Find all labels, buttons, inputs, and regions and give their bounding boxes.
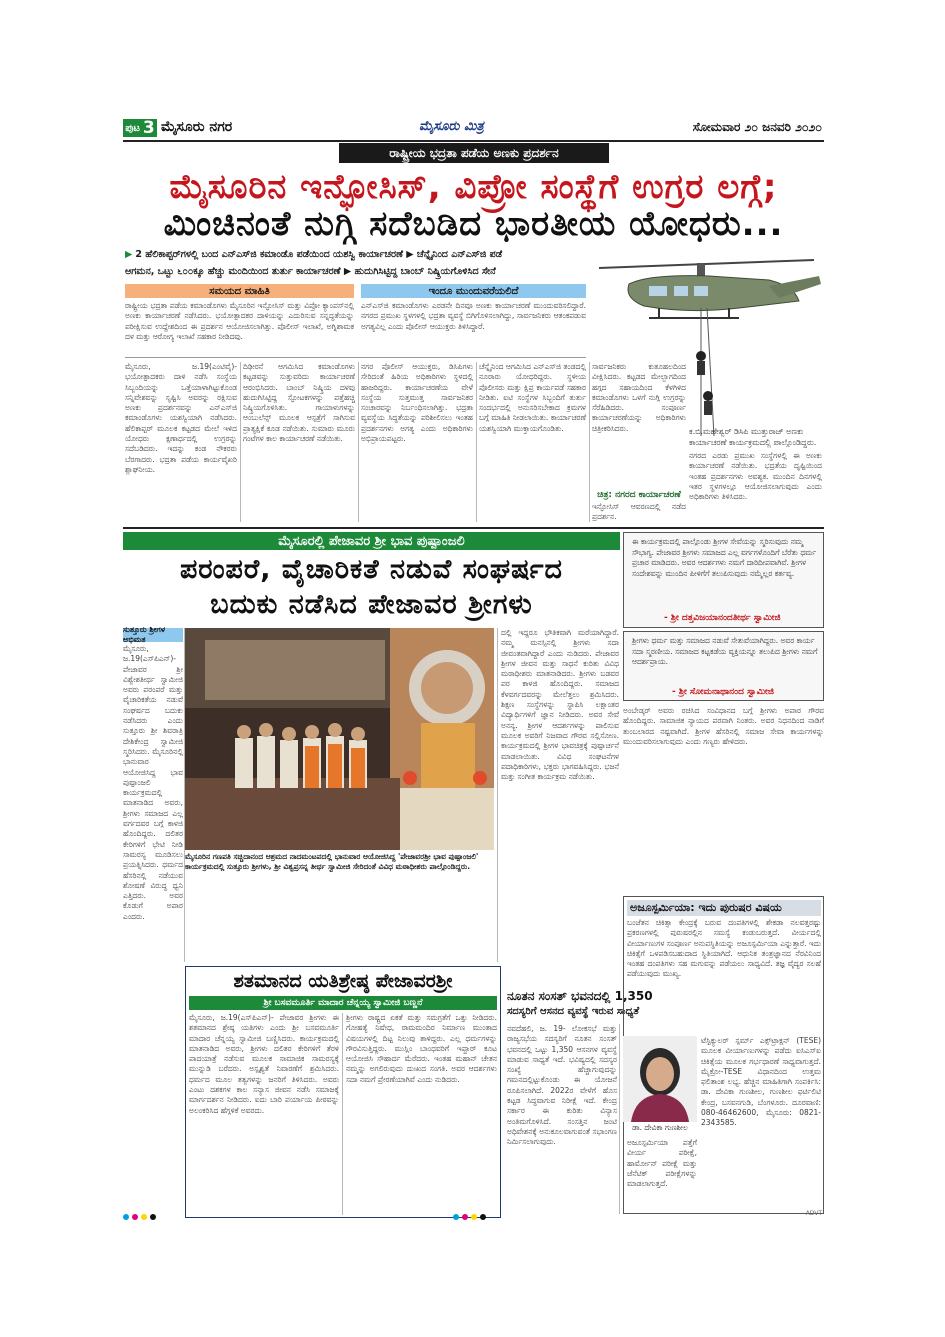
- lead-divider: [125, 357, 586, 358]
- bullet-arrow-icon: ▶: [125, 249, 133, 260]
- column-divider: [589, 362, 590, 522]
- registration-dot: [141, 1214, 147, 1220]
- parliament-column-1: ನವದೆಹಲಿ, ಜ. 19- ಲೋಕಸಭೆ ಮತ್ತು ರಾಜ್ಯಸಭೆಯ ಸದಸ್ಯರಿಗೆ ನೂತನ ಸಂಸತ್ ಭವನದಲ್ಲಿ ಒಟ್ಟು 1,350 ಆಸನಗಳ ವ್ಯವಸ್ಥೆ ಮಾಡುವ ಸಾಧ್ಯತೆ ಇದೆ. ಭವಿಷ್ಯದಲ್ಲಿ ಸದಸ್ಯರ ಸಂಖ್ಯೆ ಹೆಚ್ಚಾಗುವುದನ್ನು ಗಮನದಲ್ಲಿಟ್ಟುಕೊಂಡು ಈ ಯೋಜನೆ ರೂಪಿಸಲಾಗಿದೆ. 2022ರ ವೇಳೆಗೆ ಹೊಸ ಕಟ್ಟಡ ಸಿದ್ಧವಾಗುವ ನಿರೀಕ್ಷೆ ಇದೆ. ಕೇಂದ್ರ ಸರ್ಕಾರ ಈ ಕುರಿತು ವಿನ್ಯಾಸ ಅಂತಿಮಗೊಳಿಸಿದೆ. ಸಂಸತ್ತಿನ ಜಂಟಿ ಅಧಿವೇಶನಕ್ಕೆ ಅನುಕೂಲವಾಗುವಂತೆ ಸಭಾಂಗಣ ನಿರ್ಮಿಸಲಾಗುವುದು.: [507, 1024, 617, 1147]
- section-rule: [123, 527, 824, 529]
- column-divider: [240, 362, 241, 522]
- advertisement-mark: ADVT: [805, 1210, 822, 1217]
- lead-column-1: ಮೈಸೂರು, ಜ.19(ಎಂಟಿವೈ)- ಭಯೋತ್ಪಾದಕರು ದಾಳಿ ನಡೆಸಿ ಸಂಸ್ಥೆಯ ಸಿಬ್ಬಂದಿಯನ್ನು ಒತ್ತೆಯಾಳಾಗಿಟ್ಟುಕೊಂಡ ಸನ್ನಿವೇಶವನ್ನು ಸೃಷ್ಟಿಸಿ ಅವರನ್ನು ರಕ್ಷಿಸುವ ಅಣಕು ಪ್ರದರ್ಶನವನ್ನು ಎನ್‌ಎಸ್‌ಜಿ ಕಮಾಂಡೊಗಳು ಯಶಸ್ವಿಯಾಗಿ ನಡೆಸಿದರು. ಹೆಲಿಕಾಪ್ಟರ್ ಮೂಲಕ ಕಟ್ಟಡದ ಮೇಲೆ ಇಳಿದ ಯೋಧರು ಕ್ಷಣಾರ್ಧದಲ್ಲಿ ಉಗ್ರರನ್ನು ಸದೆಬಡಿದರು. ಇದನ್ನು ಕಂಡ ನೌಕರರು ಬೆರಗಾದರು. ಭದ್ರತಾ ಪಡೆಯ ಕಾರ್ಯವೈಖರಿ ಶ್ಲಾಘನೀಯ.: [125, 362, 237, 474]
- lead-headline-line-1: ಮೈಸೂರಿನ ಇನ್ಫೋಸಿಸ್, ವಿಪ್ರೋ ಸಂಸ್ಥೆಗೆ ಉಗ್ರರ ಲಗ್ಗೆ;: [169, 167, 778, 207]
- page-number: 3: [142, 118, 155, 138]
- suttur-band: ಸುತ್ತೂರು ಶ್ರೀಗಳ ಅಭಿಮತ: [123, 628, 183, 642]
- lead-column-2: ದಿಢೀರನೆ ಆಗಮಿಸಿದ ಕಮಾಂಡೊಗಳು ಕಟ್ಟಡವನ್ನು ಸುತ್ತುವರಿದು ಕಾರ್ಯಾಚರಣೆ ಆರಂಭಿಸಿದರು. ಬಾಂಬ್ ನಿಷ್ಕ್ರಿಯ ದಳವು ಹುದುಗಿಸಿಟ್ಟಿದ್ದ ಸ್ಫೋಟಕಗಳನ್ನು ಪತ್ತೆಹಚ್ಚಿ ನಿಷ್ಕ್ರಿಯಗೊಳಿಸಿತು. ಗಾಯಾಳುಗಳನ್ನು ಆಂಬುಲೆನ್ಸ್ ಮೂಲಕ ಆಸ್ಪತ್ರೆಗೆ ಸಾಗಿಸುವ ಪ್ರಾತ್ಯಕ್ಷಿಕೆ ಕೂಡ ನಡೆಯಿತು. ಸುಮಾರು ಮೂರು ಗಂಟೆಗಳ ಕಾಲ ಕಾರ್ಯಾಚರಣೆ ನಡೆಯಿತು.: [243, 362, 355, 444]
- timing-text: ರಾಷ್ಟ್ರೀಯ ಭದ್ರತಾ ಪಡೆಯ ಕಮಾಂಡೊಗಳು ಮೈಸೂರಿನ ಇನ್ಫೋಸಿಸ್ ಮತ್ತು ವಿಪ್ರೋ ಕ್ಯಾಂಪಸ್‌ನಲ್ಲಿ ಅಣಕು ಕಾರ್ಯಾಚರಣೆ ನಡೆಸಿದರು. ಭಯೋತ್ಪಾದಕರ ದಾಳಿಯನ್ನು ಎದುರಿಸುವ ಸನ್ನದ್ಧತೆಯನ್ನು ಪರೀಕ್ಷಿಸುವ ಉದ್ದೇಶದಿಂದ ಈ ಪ್ರದರ್ಶನ ಆಯೋಜಿಸಲಾಗಿತ್ತು. ಪೊಲೀಸ್ ಇಲಾಖೆ, ಅಗ್ನಿಶಾಮಕ ದಳ ಮತ್ತು ಆರೋಗ್ಯ ಇಲಾಖೆ ಸಹಕಾರ ನೀಡಿದವು.: [125, 301, 354, 341]
- parliament-headline-line-2: ಸದಸ್ಯರಿಗೆ ಆಸನದ ವ್ಯವಸ್ಥೆ ಇರುವ ಸಾಧ್ಯತೆ: [507, 1006, 640, 1017]
- page-label: ಪುಟ: [125, 122, 140, 134]
- print-registration-dots-left: [123, 1214, 156, 1220]
- tribute-photo: [185, 628, 494, 850]
- quote-1-source: - ಶ್ರೀ ದತ್ತವಿಜಯಾನಂದತೀರ್ಥ ಸ್ವಾಮೀಜಿ: [664, 613, 781, 623]
- registration-dot: [123, 1214, 129, 1220]
- newspaper-name: ಮೈಸೂರು ಮಿತ್ರ: [419, 119, 484, 134]
- lead-bullet: ಆಗಮನ, ಒಟ್ಟು ೬೦೦ಕ್ಕೂ ಹೆಚ್ಚು ಮಂದಿಯಿಂದ ತುರ್ತು ಕಾರ್ಯಾಚರಣೆ ▶ ಹುದುಗಿಸಿಟ್ಟಿದ್ದ ಬಾಂಬ್ ನಿಷ್ಕ್ರಿಯಗೊಳಿಸಿದ ಸೇನೆ: [125, 266, 496, 277]
- lead-column-4: ಚೆನ್ನೈನಿಂದ ಆಗಮಿಸಿದ ಎನ್‌ಎಸ್‌ಜಿ ತಂಡದಲ್ಲಿ ನೂರಾರು ಯೋಧರಿದ್ದರು. ಸ್ಥಳೀಯ ಪೊಲೀಸರು ಮತ್ತು ಕ್ಷಿಪ್ರ ಕಾರ್ಯಪಡೆ ಸಹಕಾರ ನೀಡಿತು. ಐಟಿ ಸಂಸ್ಥೆಗಳ ಸಿಬ್ಬಂದಿಗೆ ತುರ್ತು ಸಂದರ್ಭದಲ್ಲಿ ಅನುಸರಿಸಬೇಕಾದ ಕ್ರಮಗಳ ಬಗ್ಗೆ ಮಾಹಿತಿ ನೀಡಲಾಯಿತು. ಕಾರ್ಯಾಚರಣೆ ಯಶಸ್ವಿಯಾಗಿ ಮುಕ್ತಾಯಗೊಂಡಿತು.: [479, 362, 586, 433]
- tribute-banner: ಮೈಸೂರಲ್ಲಿ ಪೇಜಾವರ ಶ್ರೀ ಭಾವ ಪುಷ್ಪಾಂಜಲಿ: [123, 532, 620, 550]
- registration-dot: [462, 1214, 468, 1220]
- tribute-headline-line-1: ಪರಂಪರೆ, ವೈಚಾರಿಕತೆ ನಡುವೆ ಸಂಘರ್ಷದ: [180, 554, 563, 585]
- column-divider: [619, 1024, 620, 1214]
- registration-dot: [150, 1214, 156, 1220]
- yati-title: ಶತಮಾನದ ಯತಿಶ್ರೇಷ್ಠ ಪೇಜಾವರಶ್ರೀ: [233, 970, 453, 992]
- registration-dot: [132, 1214, 138, 1220]
- lead-photo-caption: ಚಿತ್ರ: ನಗರದ ಕಾರ್ಯಾಚರಣೆ: [597, 490, 681, 500]
- publication-date: ಸೋಮವಾರ ೨೦ ಜನವರಿ ೨೦೨೦: [692, 120, 822, 134]
- yati-column-2: ಶ್ರೀಗಳು ರಾಷ್ಟ್ರದ ಏಕತೆ ಮತ್ತು ಸಮಗ್ರತೆಗೆ ಒತ್ತು ನೀಡಿದರು. ಗೋಹತ್ಯೆ ನಿಷೇಧ, ರಾಮಮಂದಿರ ನಿರ್ಮಾಣ ಮುಂತಾದ ವಿಷಯಗಳಲ್ಲಿ ದಿಟ್ಟ ನಿಲುವು ತಾಳಿದ್ದರು. ಎಲ್ಲ ಧರ್ಮಗಳನ್ನು ಗೌರವಿಸುತ್ತಿದ್ದರು. ಮುಸ್ಲಿಂ ಬಾಂಧವರಿಗೆ ಇಫ್ತಾರ್ ಕೂಟ ಆಯೋಜಿಸಿ ಸೌಹಾರ್ದ ಮೆರೆದರು. ಇಂತಹ ಮಹಾನ್ ಚೇತನ ನಮ್ಮನ್ನು ಅಗಲಿರುವುದು ದುಃಖದ ಸಂಗತಿ. ಅವರ ಆದರ್ಶಗಳು ಸದಾ ನಮಗೆ ಪ್ರೇರಣೆಯಾಗಿವೆ ಎಂದು ನುಡಿದರು.: [346, 1013, 497, 1084]
- registration-dot: [453, 1214, 459, 1220]
- doctor-portrait: [623, 1036, 697, 1122]
- lead-column-6: ನಗರದ ಎರಡು ಪ್ರಮುಖ ಸಂಸ್ಥೆಗಳಲ್ಲಿ ಈ ಅಣಕು ಕಾರ್ಯಾಚರಣೆ ನಡೆಯಿತು. ಭದ್ರತೆಯ ದೃಷ್ಟಿಯಿಂದ ಇಂತಹ ಪ್ರದರ್ಶನಗಳು ಅವಶ್ಯಕ. ಮುಂದಿನ ದಿನಗಳಲ್ಲಿ ಇತರ ಸ್ಥಳಗಳಲ್ಲೂ ಆಯೋಜಿಸಲಾಗುವುದು ಎಂದು ಅಧಿಕಾರಿಗಳು ತಿಳಿಸಿದರು.: [689, 451, 822, 502]
- doctor-caption: ಡಾ. ದೇವಿಕಾ ಗುಣಶೀಲ: [632, 1123, 688, 1132]
- lead-bullets: [125, 246, 585, 280]
- registration-dot: [480, 1214, 486, 1220]
- ivf-column-top: ಬಂಜೆತನ ಚಿಕಿತ್ಸಾ ಕೇಂದ್ರಕ್ಕೆ ಬರುವ ದಂಪತಿಗಳಲ್ಲಿ ಶೇಕಡಾ ನಲವತ್ತರಷ್ಟು ಪ್ರಕರಣಗಳಲ್ಲಿ ಪುರುಷರಲ್ಲಿನ ಸಮಸ್ಯೆ ಕಂಡುಬರುತ್ತದೆ. ವೀರ್ಯದಲ್ಲಿ ವೀರ್ಯಾಣುಗಳ ಸಂಪೂರ್ಣ ಅನುಪಸ್ಥಿತಿಯನ್ನು ಅಜೂಸ್ಪರ್ಮಿಯಾ ಎನ್ನುತ್ತಾರೆ. ಇದು ಚಿಕಿತ್ಸೆಗೆ ಒಳಪಡಿಸಬಹುದಾದ ಸ್ಥಿತಿಯಾಗಿದೆ. ಆಧುನಿಕ ತಂತ್ರಜ್ಞಾನದ ನೆರವಿನಿಂದ ಇಂತಹ ದಂಪತಿಗಳು ಸಹ ಮಗುವನ್ನು ಪಡೆಯಲು ಸಾಧ್ಯವಿದೆ. ತಜ್ಞ ವೈದ್ಯರ ಸಲಹೆ ಪಡೆಯುವುದು ಮುಖ್ಯ.: [627, 918, 821, 979]
- quote-box-1: [623, 532, 824, 628]
- tribute-photo-caption: ಮೈಸೂರಿನ ಗಣಪತಿ ಸಚ್ಚಿದಾನಂದ ಆಶ್ರಮದ ನಾದಮಂಟಪದಲ್ಲಿ ಭಾನುವಾರ ಆಯೋಜಿಸಿದ್ದ 'ಪೇಜಾವರಶ್ರೀ ಭಾವ ಪುಷ್ಪಾಂಜಲಿ' ಕಾರ್ಯಕ್ರಮದಲ್ಲಿ ಸುತ್ತೂರು ಶ್ರೀಗಳು, ಶ್ರೀ ವಿಶ್ವಪ್ರಸನ್ನ ತೀರ್ಥ ಸ್ವಾಮೀಜಿ ಸೇರಿದಂತೆ ವಿವಿಧ ಮಠಾಧೀಶರು ಪಾಲ್ಗೊಂಡಿದ್ದರು.: [185, 852, 479, 871]
- lead-headline-line-2: ಮಿಂಚಿನಂತೆ ನುಗ್ಗಿ ಸದೆಬಡಿದ ಭಾರತೀಯ ಯೋಧರು...: [163, 204, 784, 244]
- quote-2-text: ಶ್ರೀಗಳು ಧರ್ಮ ಮತ್ತು ಸಮಾಜದ ನಡುವೆ ಸೇತುವೆಯಾಗಿದ್ದರು. ಅವರ ಕಾರ್ಯ ಸದಾ ಸ್ಮರಣೀಯ. ಸಮಾಜದ ಕಟ್ಟಕಡೆಯ ವ್ಯಕ್ತಿಯನ್ನೂ ತಲುಪಿದ ಶ್ರೀಗಳು ನಮಗೆ ಆದರ್ಶಪ್ರಾಯ.: [632, 636, 818, 666]
- yati-column-1: ಮೈಸೂರು, ಜ.19(ಎಸ್‌ಪಿಎನ್)- ಪೇಜಾವರ ಶ್ರೀಗಳು ಈ ಶತಮಾನದ ಶ್ರೇಷ್ಠ ಯತಿಗಳು ಎಂದು ಶ್ರೀ ಬಸವಮೂರ್ತಿ ಮಾದಾರ ಚೆನ್ನಯ್ಯ ಸ್ವಾಮೀಜಿ ಬಣ್ಣಿಸಿದರು. ಕಾರ್ಯಕ್ರಮದಲ್ಲಿ ಮಾತನಾಡಿದ ಅವರು, ಶ್ರೀಗಳು ದಲಿತರ ಕೇರಿಗಳಿಗೆ ತೆರಳಿ ಪಾದಯಾತ್ರೆ ನಡೆಸುವ ಮೂಲಕ ಸಾಮಾಜಿಕ ಸಾಮರಸ್ಯಕ್ಕೆ ಮುನ್ನುಡಿ ಬರೆದರು. ಅಸ್ಪೃಶ್ಯತೆ ನಿವಾರಣೆಗೆ ಶ್ರಮಿಸಿದರು. ಧರ್ಮದ ಮೂಲ ತತ್ವಗಳನ್ನು ಜನರಿಗೆ ತಿಳಿಸಿದರು. ಅವರು ಎಂಟು ದಶಕಗಳ ಕಾಲ ಸನ್ಯಾಸ ಜೀವನ ನಡೆಸಿ ಸಮಾಜಕ್ಕೆ ಮಾರ್ಗದರ್ಶನ ನೀಡಿದರು. ಐದು ಬಾರಿ ಪರ್ಯಾಯ ಪೀಠವನ್ನು ಅಲಂಕರಿಸಿದ ಹೆಗ್ಗಳಿಕೆ ಅವರದು.: [189, 1013, 339, 1115]
- tribute-column-far-right: ಅಂಬೇಡ್ಕರ್ ಅವರು ರಚಿಸಿದ ಸಂವಿಧಾನದ ಬಗ್ಗೆ ಶ್ರೀಗಳು ಅಪಾರ ಗೌರವ ಹೊಂದಿದ್ದರು. ಸಾಮಾಜಿಕ ನ್ಯಾಯದ ಪರವಾಗಿ ನಿಂತರು. ಅವರ ನಿಧನದಿಂದ ನಾಡಿಗೆ ತುಂಬಲಾರದ ನಷ್ಟವಾಗಿದೆ. ಶ್ರೀಗಳ ಹೆಸರಿನಲ್ಲಿ ಸಮಾಜ ಸೇವಾ ಕಾರ್ಯಗಳನ್ನು ಮುಂದುವರಿಸಲಾಗುವುದು ಎಂದು ಗಣ್ಯರು ಹೇಳಿದರು.: [623, 706, 824, 746]
- masthead-rule: [123, 140, 824, 142]
- column-divider: [476, 362, 477, 522]
- band-timing: ಸಮಯದ ಮಾಹಿತಿ: [125, 284, 354, 298]
- newspaper-page: [123, 116, 824, 1221]
- parliament-headline-line-1: ನೂತನ ಸಂಸತ್ ಭವನದಲ್ಲಿ 1,350: [507, 989, 653, 1003]
- quote-box-2: [623, 631, 824, 701]
- page-number-badge: [123, 119, 157, 137]
- column-divider: [342, 1013, 343, 1215]
- ivf-column-bottom-left: ಅಜೂಸ್ಪರ್ಮಿಯಾ ಪತ್ತೆಗೆ ವೀರ್ಯ ಪರೀಕ್ಷೆ, ಹಾರ್ಮೋನ್ ಪರೀಕ್ಷೆ ಮತ್ತು ಜೆನೆಟಿಕ್ ಪರೀಕ್ಷೆಗಳನ್ನು ಮಾಡಲಾಗುತ್ತದೆ.: [627, 1138, 697, 1189]
- section-name: ಮೈಸೂರು ನಗರ: [161, 119, 233, 135]
- column-divider: [358, 362, 359, 522]
- quote-2-source: - ಶ್ರೀ ಸೋಮನಾಥಾನಂದ ಸ್ವಾಮೀಜಿ: [672, 687, 774, 697]
- lead-bullet: ▶ 2 ಹೆಲಿಕಾಪ್ಟರ್‌ಗಳಲ್ಲಿ ಬಂದ ಎನ್‌ಎಸ್‌ಜಿ ಕಮಾಂಡೊ ಪಡೆಯಿಂದ ಯಶಸ್ವಿ ಕಾರ್ಯಾಚರಣೆ ▶ ಚೆನ್ನೈನಿಂದ ಎನ್‌ಎಸ್‌ಜಿ ಪಡೆ: [125, 249, 503, 260]
- masthead: [123, 116, 824, 140]
- lead-kicker: ರಾಷ್ಟ್ರೀಯ ಭದ್ರತಾ ಪಡೆಯ ಅಣಕು ಪ್ರದರ್ಶನ: [339, 143, 609, 163]
- helicopter-caption: ಕ.ಬಿ.ಮಹೇಶ್ವರ್ ಡಿಸಿಪಿ ಮುತ್ತುರಾಜ್ ಅಣಕು ಕಾರ್ಯಾಚರಣೆ ಕಾರ್ಯಕ್ರಮದಲ್ಲಿ ಪಾಲ್ಗೊಂಡಿದ್ದರು.: [689, 427, 817, 447]
- lead-column-5b: ಇನ್ಫೋಸಿಸ್ ಆವರಣದಲ್ಲಿ ನಡೆದ ಪ್ರದರ್ಶನ.: [592, 502, 686, 522]
- lead-column-3: ನಗರ ಪೊಲೀಸ್ ಆಯುಕ್ತರು, ಡಿಸಿಪಿಗಳು ಸೇರಿದಂತೆ ಹಿರಿಯ ಅಧಿಕಾರಿಗಳು ಸ್ಥಳದಲ್ಲಿ ಹಾಜರಿದ್ದರು. ಕಾರ್ಯಾಚರಣೆಯ ವೇಳೆ ಸಂಸ್ಥೆಯ ಸುತ್ತಮುತ್ತ ಸಾರ್ವಜನಿಕರ ಸಂಚಾರವನ್ನು ನಿರ್ಬಂಧಿಸಲಾಗಿತ್ತು. ಭದ್ರತಾ ವ್ಯವಸ್ಥೆಯ ಸಿದ್ಧತೆಯನ್ನು ಪರಿಶೀಲಿಸಲು ಇಂತಹ ಪ್ರದರ್ಶನಗಳು ಅಗತ್ಯ ಎಂದು ಅಧಿಕಾರಿಗಳು ಅಭಿಪ್ರಾಯಪಟ್ಟರು.: [361, 362, 473, 444]
- tribute-column-1: ಮೈಸೂರು, ಜ.19(ಎಸ್‌ಪಿಎನ್)- ಪೇಜಾವರ ಶ್ರೀ ವಿಶ್ವೇಶತೀರ್ಥ ಸ್ವಾಮೀಜಿ ಅವರು ಪರಂಪರೆ ಮತ್ತು ವೈಚಾರಿಕತೆಯ ನಡುವೆ ಸಂಘರ್ಷದ ಬದುಕು ನಡೆಸಿದರು ಎಂದು ಸುತ್ತೂರು ಶ್ರೀ ಶಿವರಾತ್ರಿ ದೇಶಿಕೇಂದ್ರ ಸ್ವಾಮೀಜಿ ಸ್ಮರಿಸಿದರು. ಮೈಸೂರಿನಲ್ಲಿ ಭಾನುವಾರ ಆಯೋಜಿಸಿದ್ದ ಭಾವ ಪುಷ್ಪಾಂಜಲಿ ಕಾರ್ಯಕ್ರಮದಲ್ಲಿ ಮಾತನಾಡಿದ ಅವರು, ಶ್ರೀಗಳು ಸಮಾಜದ ಎಲ್ಲ ವರ್ಗದವರ ಬಗ್ಗೆ ಕಾಳಜಿ ಹೊಂದಿದ್ದರು. ದಲಿತರ ಕೇರಿಗಳಿಗೆ ಭೇಟಿ ನೀಡಿ ಸಾಮರಸ್ಯ ಮೂಡಿಸಲು ಪ್ರಯತ್ನಿಸಿದರು. ಧರ್ಮದ ಹೆಸರಿನಲ್ಲಿ ನಡೆಯುವ ಶೋಷಣೆ ವಿರುದ್ಧ ಧ್ವನಿ ಎತ್ತಿದರು. ಅವರ ಕೊಡುಗೆ ಅಪಾರ ಎಂದರು.: [123, 644, 183, 921]
- lead-column-5: ಸಾರ್ವಜನಿಕರು ಕುತೂಹಲದಿಂದ ವೀಕ್ಷಿಸಿದರು. ಕಟ್ಟಡದ ಮೇಲ್ಭಾಗದಿಂದ ಹಗ್ಗದ ಸಹಾಯದಿಂದ ಕೆಳಗಿಳಿದ ಕಮಾಂಡೊಗಳು ಒಳಗೆ ನುಗ್ಗಿ ಉಗ್ರರನ್ನು ಸೆರೆಹಿಡಿದರು. ಸಂಪೂರ್ಣ ಕಾರ್ಯಾಚರಣೆಯನ್ನು ಅಧಿಕಾರಿಗಳು ಚಿತ್ರೀಕರಿಸಿದರು.: [592, 362, 686, 433]
- print-registration-dots-center: [453, 1214, 486, 1220]
- continues-text: ಎನ್‌ಎಸ್‌ಜಿ ಕಮಾಂಡೊಗಳು ಎರಡನೇ ದಿನವೂ ಅಣಕು ಕಾರ್ಯಾಚರಣೆ ಮುಂದುವರಿಸಲಿದ್ದಾರೆ. ನಗರದ ಪ್ರಮುಖ ಸ್ಥಳಗಳಲ್ಲಿ ಭದ್ರತಾ ವ್ಯವಸ್ಥೆ ಬಿಗಿಗೊಳಿಸಲಾಗಿದ್ದು, ಸಾರ್ವಜನಿಕರು ಆತಂಕಪಡುವ ಅಗತ್ಯವಿಲ್ಲ ಎಂದು ಪೊಲೀಸ್ ಆಯುಕ್ತರು ತಿಳಿಸಿದ್ದಾರೆ.: [361, 301, 586, 331]
- tribute-headline-line-2: ಬದುಕು ನಡೆಸಿದ ಪೇಜಾವರ ಶ್ರೀಗಳು: [210, 589, 533, 620]
- quote-1-text: ಈ ಕಾರ್ಯಕ್ರಮದಲ್ಲಿ ಪಾಲ್ಗೊಂಡು ಶ್ರೀಗಳ ಸೇವೆಯನ್ನು ಸ್ಮರಿಸುವುದು ನಮ್ಮ ಸೌಭಾಗ್ಯ. ಪೇಜಾವರ ಶ್ರೀಗಳು ಸಮಾಜದ ಎಲ್ಲ ವರ್ಗಗಳೊಂದಿಗೆ ಬೆರೆತು ಧರ್ಮ ಪ್ರಚಾರ ಮಾಡಿದರು. ಅವರ ಆದರ್ಶಗಳು ನಮಗೆ ದಾರಿದೀಪವಾಗಿವೆ. ಶ್ರೀಗಳ ಸಂದೇಶವನ್ನು ಮುಂದಿನ ಪೀಳಿಗೆಗೆ ತಲುಪಿಸುವುದು ನಮ್ಮೆಲ್ಲರ ಕರ್ತವ್ಯ.: [632, 537, 817, 578]
- ivf-column-right: ಟೆಸ್ಟಿಕ್ಯುಲರ್ ಸ್ಪರ್ಮ್ ಎಕ್ಸ್‌ಟ್ರಾಕ್ಷನ್ (TESE) ಮೂಲಕ ವೀರ್ಯಾಣುಗಳನ್ನು ಪಡೆದು ಐಸಿಎಸ್‌ಐ ಚಿಕಿತ್ಸೆಯ ಮೂಲಕ ಗರ್ಭಧಾರಣೆ ಸಾಧ್ಯವಾಗುತ್ತದೆ. ಮೈಕ್ರೋ-TESE ವಿಧಾನದಿಂದ ಉತ್ತಮ ಫಲಿತಾಂಶ ಲಭ್ಯ. ಹೆಚ್ಚಿನ ಮಾಹಿತಿಗಾಗಿ ಸಂಪರ್ಕಿಸಿ: ಡಾ. ದೇವಿಕಾ ಗುಣಶೀಲ, ಗುಣಶೀಲ ಫರ್ಟಿಲಿಟಿ ಕೇಂದ್ರ, ಬಸವನಗುಡಿ, ಬೆಂಗಳೂರು. ದೂರವಾಣಿ: 080-46462600, ಮೈಸೂರು: 0821-2343585.: [701, 1036, 821, 1128]
- yati-subtitle: ಶ್ರೀ ಬಸವಮೂರ್ತಿ ಮಾದಾರ ಚೆನ್ನಯ್ಯ ಸ್ವಾಮೀಜಿ ಬಣ್ಣನೆ: [189, 996, 497, 1010]
- registration-dot: [471, 1214, 477, 1220]
- tribute-column-right: ದಲ್ಲಿ ಇದ್ದರೂ ಭೌತಿಕವಾಗಿ ಮರೆಯಾಗಿದ್ದಾರೆ. ನಮ್ಮ ಮನಸ್ಸಿನಲ್ಲಿ ಶ್ರೀಗಳು ಸದಾ ಜೀವಂತವಾಗಿದ್ದಾರೆ ಎಂದು ನುಡಿದರು. ಪೇಜಾವರ ಶ್ರೀಗಳ ಜೀವನ ಮತ್ತು ಸಾಧನೆ ಕುರಿತು ವಿವಿಧ ಮಠಾಧೀಶರು ಮಾತನಾಡಿದರು. ಶ್ರೀಗಳು ಬಡವರ ಪರ ಕಾಳಜಿ ಹೊಂದಿದ್ದರು. ಸಮಾಜದ ಕೆಳವರ್ಗದವರನ್ನು ಮೇಲೆತ್ತಲು ಶ್ರಮಿಸಿದರು. ಶಿಕ್ಷಣ ಸಂಸ್ಥೆಗಳನ್ನು ಸ್ಥಾಪಿಸಿ ಲಕ್ಷಾಂತರ ವಿದ್ಯಾರ್ಥಿಗಳಿಗೆ ಜ್ಞಾನ ನೀಡಿದರು. ಅವರ ಸೇವೆ ಅನನ್ಯ. ಶ್ರೀಗಳ ಆದರ್ಶಗಳನ್ನು ಪಾಲಿಸುವ ಮೂಲಕ ಅವರಿಗೆ ನಿಜವಾದ ಗೌರವ ಸಲ್ಲಿಸೋಣ. ಕಾರ್ಯಕ್ರಮದಲ್ಲಿ ಶ್ರೀಗಳ ಭಾವಚಿತ್ರಕ್ಕೆ ಪುಷ್ಪಾರ್ಚನೆ ಮಾಡಲಾಯಿತು. ವಿವಿಧ ಸಂಘಟನೆಗಳ ಪದಾಧಿಕಾರಿಗಳು, ಭಕ್ತರು ಭಾಗವಹಿಸಿದ್ದರು. ಭಜನೆ ಮತ್ತು ಸಂಗೀತ ಕಾರ್ಯಕ್ರಮ ನಡೆಯಿತು.: [501, 628, 619, 782]
- band-continues: ಇಂದೂ ಮುಂದುವರೆಯಲಿದೆ: [361, 284, 586, 298]
- column-divider: [497, 628, 498, 962]
- ivf-title: ಅಜೂಸ್ಪರ್ಮಿಯಾ: ಇದು ಪುರುಷರ ವಿಷಯ: [627, 900, 821, 916]
